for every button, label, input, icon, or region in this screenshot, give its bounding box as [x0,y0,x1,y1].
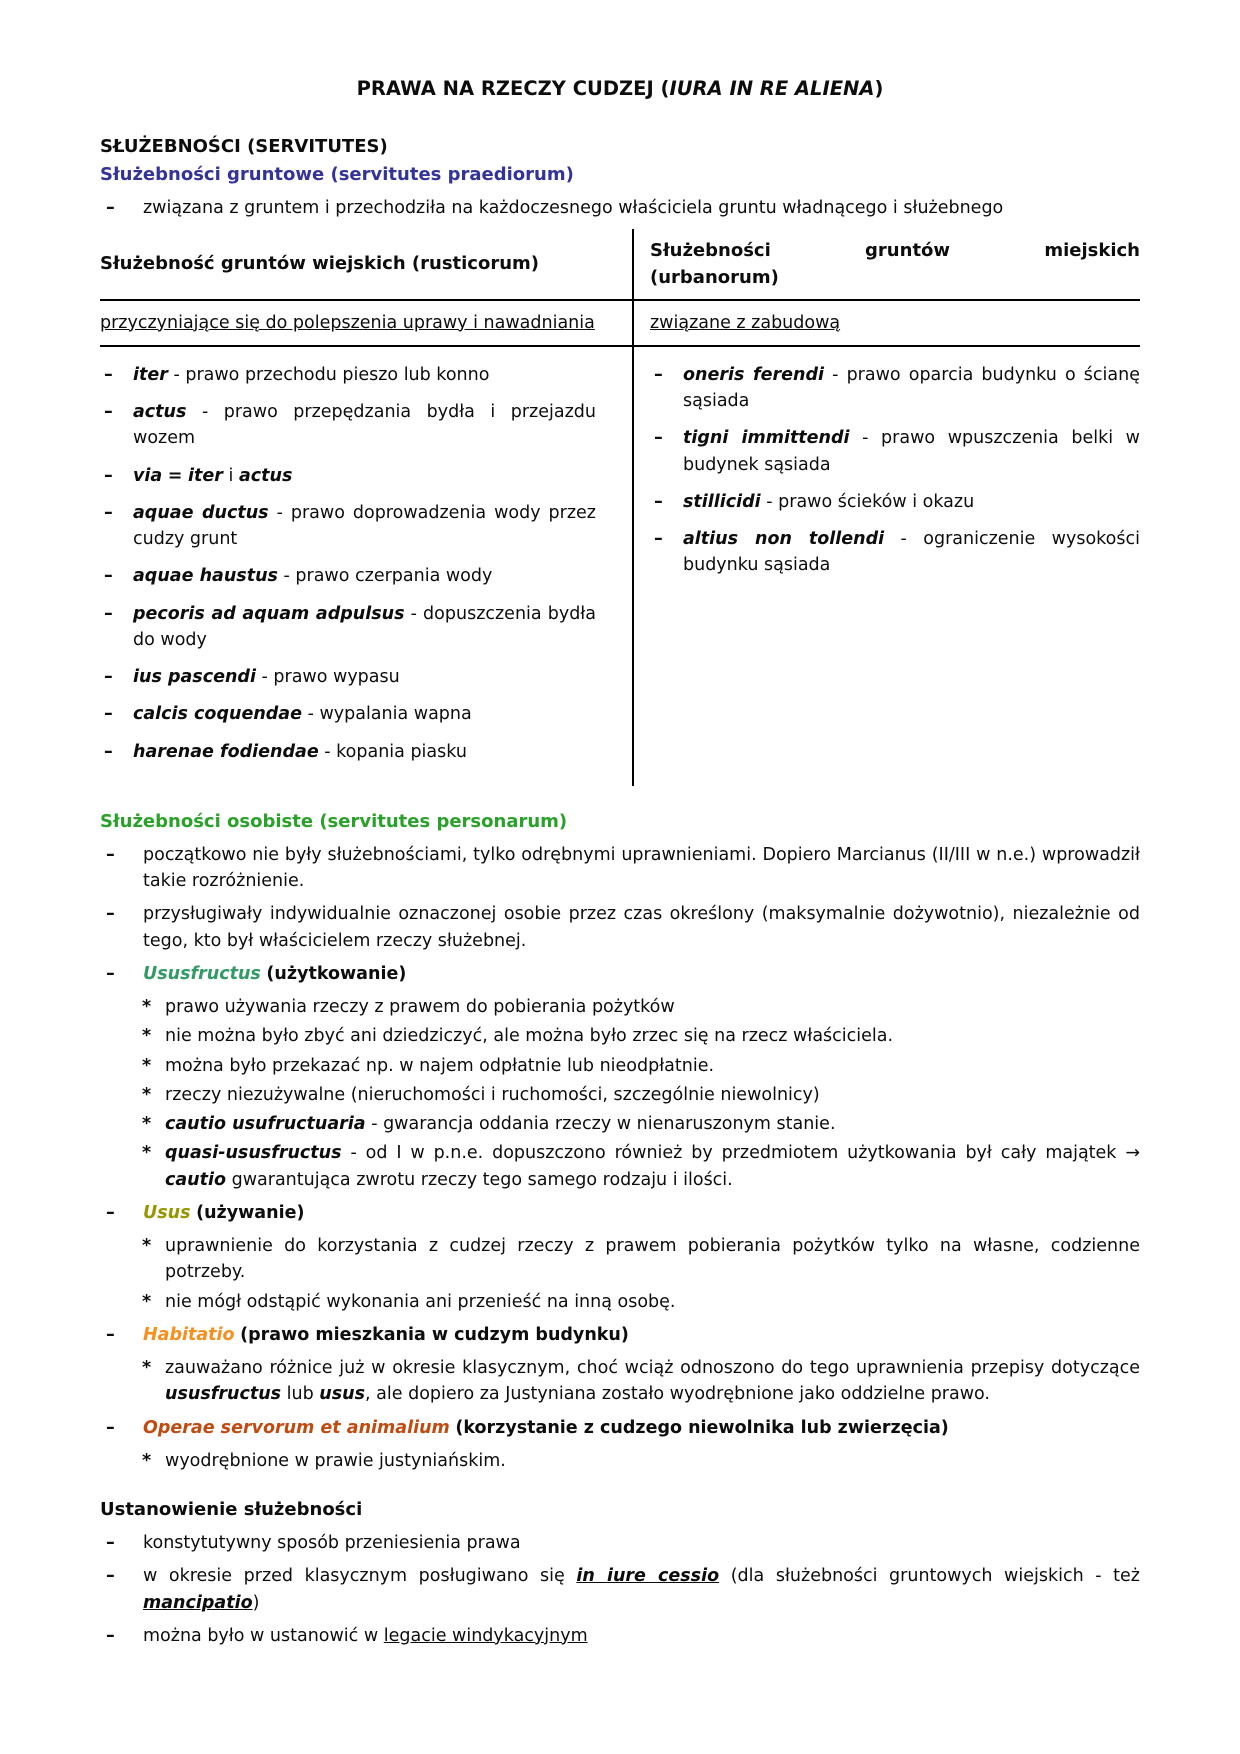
sub-bullet [142,1448,1140,1474]
dash-marker: – [106,844,115,865]
bullet-item-legat-windykacyjny [100,1623,1140,1649]
latin-term-operae: Operae servorum et animalium [143,1417,450,1438]
sub-bullet-text: prawo używania rzeczy z prawem do pobierania pożytków [165,997,675,1017]
star-marker: * [142,1114,152,1134]
list-item-calcis [100,701,596,727]
list-item-text [133,463,596,489]
table-subheader-urban [632,301,1140,347]
dash-marker: – [106,1625,115,1646]
sub-bullet [142,1053,1140,1079]
bullet-text [143,1200,1140,1226]
heading-ustanowienie: Ustanowienie służebności [100,1499,363,1520]
sub-bullet [142,1233,1140,1286]
sub-bullet [142,1082,1140,1108]
sub-bullet-text [165,1140,1140,1193]
list-item-text [683,362,1140,415]
list-item-altius [650,526,1140,579]
term-description: - prawo przechodu pieszo lub konno [173,364,490,385]
dash-marker: – [106,1324,115,1345]
term-description: - ograniczenie wysokości budynku sąsiada [683,529,1140,576]
latin-term-habitatio: Habitatio [143,1324,235,1345]
latin-term: actus [133,402,187,422]
latin-term: aquae ductus [133,502,269,523]
latin-term: cautio usufructuaria [165,1114,366,1134]
list-item-text [683,526,1140,579]
table-subheader-urban-text: związane z zabudową [650,312,841,333]
conjunction: i [228,465,234,486]
list-item-text [683,425,1140,478]
dash-marker: – [104,364,113,385]
dash-marker: – [104,566,113,587]
dash-marker: – [654,529,663,549]
sub-bullet-text: nie można było zbyć ani dziedziczyć, ale można było zrzec się na rzecz właściciela. [165,1026,894,1047]
latin-term: ius pascendi [133,667,256,687]
bullet-text: przysługiwały indywidualnie oznaczonej osobie przez czas określony (maksymalnie dożywotnio), niezależnie od tego, kto był właścicielem rzeczy służebnej. [143,904,1140,951]
servitudes-table [100,229,1140,786]
sub-bullet-text: wyodrębnione w prawie justyniańskim. [165,1450,506,1471]
dash-marker: – [106,1202,115,1223]
latin-term: stillicidi [683,491,761,512]
list-item-via [100,463,596,489]
latin-term: quasi-ususfructus [165,1143,342,1164]
term-description: gwarantująca zwrotu rzeczy tego samego rodzaju i ilości. [231,1169,733,1190]
list-item-text [133,664,596,690]
bullet-item-in-iure-cessio [100,1563,1140,1616]
dash-marker: – [106,963,115,984]
list-item-tigni [650,425,1140,478]
star-marker: * [142,1236,152,1256]
bullet-item-gruntowe-intro [100,195,1140,221]
star-marker: * [142,1358,152,1378]
term-translation: (używanie) [196,1202,305,1223]
bullet-item-habitatio [100,1322,1140,1348]
sub-bullet-text: uprawnienie do korzystania z cudzej rzeczy z prawem pobierania pożytków tylko na własne, codzienne potrzeby. [165,1236,1140,1283]
dash-marker: – [104,402,113,422]
dash-marker: – [104,667,113,687]
star-marker: * [142,1084,152,1105]
sub-bullet-text [165,1111,1140,1137]
list-item-stillicidi [650,489,1140,515]
bullet-text [143,961,1140,987]
bullet-text: związana z gruntem i przechodziła na każdoczesnego właściciela gruntu władnącego i służebnego [143,198,1004,219]
sub-bullet-text [165,1355,1140,1408]
term-description: - prawo wpuszczenia belki w budynek sąsiada [683,428,1140,475]
underlined-phrase: legacie windykacyjnym [383,1625,588,1646]
dash-marker: – [654,428,663,449]
sub-bullet-text: rzeczy niezużywalne (nieruchomości i ruchomości, szczególnie niewolnicy) [165,1084,820,1105]
sub-bullet-quasi-ususfructus [142,1140,1140,1193]
bullet-segment: ) [252,1592,260,1613]
sub-bullet-cautio [142,1111,1140,1137]
term-description: - dopuszczenia bydła do wody [133,603,596,650]
heading-servitutes-osobiste: Służebności osobiste (servitutes personarum) [100,810,568,832]
dash-marker: – [106,1533,115,1553]
latin-term: actus [238,465,293,486]
table-header-rural-text: Służebność gruntów wiejskich (rusticorum) [100,253,540,274]
bullet-text [143,1563,1140,1616]
term-description: - gwarancja oddania rzeczy w nienaruszonym stanie. [371,1114,836,1134]
table-subheader-rural: przyczyniające się do polepszenia uprawy i nawadniania [100,301,632,347]
table-header-urban-line2: (urbanorum) [650,266,779,288]
sub-bullet [142,1023,1140,1049]
star-marker: * [142,1026,152,1047]
term-description: - prawo doprowadzenia wody przez cudzy grunt [133,502,596,549]
dash-marker: – [104,704,113,725]
list-item-text [133,362,596,388]
bullet-item-konstytutywny [100,1530,1140,1556]
bullet-text [143,1322,1140,1348]
list-item-iter [100,362,596,388]
heading-servitutes-gruntowe: Służebności gruntowe (servitutes praediorum) [100,164,574,186]
sub-bullet-text: nie mógł odstąpić wykonania ani przenieść na inną osobę. [165,1291,676,1312]
bullet-text [143,1415,1140,1441]
title-latin-text: IURA IN RE ALIENA [669,77,875,100]
dash-marker: – [104,741,113,762]
page-title [100,74,1140,103]
latin-term: via [133,465,163,486]
table-body-urban [632,347,1140,786]
dash-marker: – [654,491,663,512]
term-translation: (prawo mieszkania w cudzym budynku) [240,1324,629,1345]
latin-term: cautio [165,1169,227,1190]
latin-term: iter [133,364,168,385]
list-item-text [683,489,1140,515]
bullet-text: konstytutywny sposób przeniesienia prawa [143,1533,521,1553]
latin-term: oneris ferendi [683,364,825,385]
term-description: - prawo ścieków i okazu [766,491,975,512]
note-text: , ale dopiero za Justyniana zostało wyodrębnione jako oddzielne prawo. [365,1384,990,1405]
latin-term-underlined: in iure cessio [576,1566,720,1587]
bullet-text [143,1623,1140,1649]
bullet-item-usus [100,1200,1140,1226]
bullet-segment: w okresie przed klasycznym posługiwano się [143,1566,565,1587]
star-marker: * [142,1055,152,1076]
star-marker: * [142,1450,152,1471]
dash-marker: – [104,502,113,523]
sub-bullet-habitatio-note [142,1355,1140,1408]
star-marker: * [142,997,152,1017]
latin-term: aquae haustus [133,566,278,587]
table-body-rural [100,347,632,786]
latin-term: pecoris ad aquam adpulsus [133,603,405,624]
bullet-text: początkowo nie były służebnościami, tylko odrębnymi uprawnieniami. Dopiero Marcianus (II/III w n.e.) wprowadził takie rozróżnienie. [143,844,1140,891]
sub-bullet-text: można było przekazać np. w najem odpłatnie lub nieodpłatnie. [165,1055,715,1076]
latin-term: calcis coquendae [133,704,302,725]
term-description: - od I w p.n.e. dopuszczono również by przedmiotem użytkowania był cały majątek → [350,1143,1140,1164]
term-translation: (użytkowanie) [266,963,407,984]
list-item-ius-pascendi [100,664,596,690]
list-item-harenae [100,739,596,765]
list-item-aquae-ductus [100,500,596,553]
term-description: - prawo czerpania wody [283,566,493,587]
term-description: - wypalania wapna [307,704,472,725]
dash-marker: – [106,904,115,925]
latin-term: usus [319,1384,366,1405]
dash-marker: – [106,1566,115,1587]
bullet-segment: (dla służebności gruntowych wiejskich - też [730,1566,1140,1587]
table-header-urban [632,229,1140,301]
list-item-pecoris [100,601,596,654]
star-marker: * [142,1291,152,1312]
latin-term-underlined: mancipatio [143,1592,253,1613]
sub-bullet [142,994,1140,1020]
list-item-text [133,500,596,553]
latin-term: harenae fodiendae [133,741,319,762]
dash-marker: – [104,603,113,624]
bullet-segment: można było w ustanowić w [143,1625,379,1646]
term-translation: (korzystanie z cudzego niewolnika lub zwierzęcia) [455,1417,949,1438]
title-close-paren: ) [874,77,884,100]
bullet-item-operae [100,1415,1140,1441]
bullet-item-osobiste-zakres [100,901,1140,954]
latin-term: iter [188,465,223,486]
term-description: - prawo wypasu [261,667,400,687]
term-description: - kopania piasku [324,741,467,762]
note-text: lub [286,1384,314,1405]
list-item-oneris [650,362,1140,415]
latin-term: tigni immittendi [683,428,850,449]
table-header-urban-line1: Służebności gruntów miejskich [650,239,1140,261]
list-item-text [133,739,596,765]
list-item-text [133,563,596,589]
star-marker: * [142,1143,152,1164]
list-item-text [133,701,596,727]
sub-bullet [142,1289,1140,1315]
heading-servitutes: SŁUŻEBNOŚCI (SERVITUTES) [100,136,388,158]
dash-marker: – [654,364,663,385]
title-text: PRAWA NA RZECZY CUDZEJ ( [356,77,670,100]
term-description: - prawo przepędzania bydła i przejazdu wozem [133,402,596,449]
list-item-actus [100,399,596,452]
term-description: - prawo oparcia budynku o ścianę sąsiada [683,364,1140,411]
equals-sign: = [167,465,183,486]
latin-term: ususfructus [165,1384,282,1405]
dash-marker: – [104,465,113,486]
latin-term-usus: Usus [143,1202,191,1223]
latin-term-ususfructus: Ususfructus [143,963,261,984]
list-item-aquae-haustus [100,563,596,589]
list-item-text [133,601,596,654]
latin-term: altius non tollendi [683,529,885,549]
table-header-rural [100,229,632,301]
dash-marker: – [106,1417,115,1438]
list-item-text [133,399,596,452]
bullet-item-ususfructus [100,961,1140,987]
dash-marker: – [106,198,115,219]
bullet-item-marcianus [100,842,1140,895]
note-text: zauważano różnice już w okresie klasycznym, choć wciąż odnoszono do tego uprawnienia przepisy dotyczące [165,1358,1140,1378]
